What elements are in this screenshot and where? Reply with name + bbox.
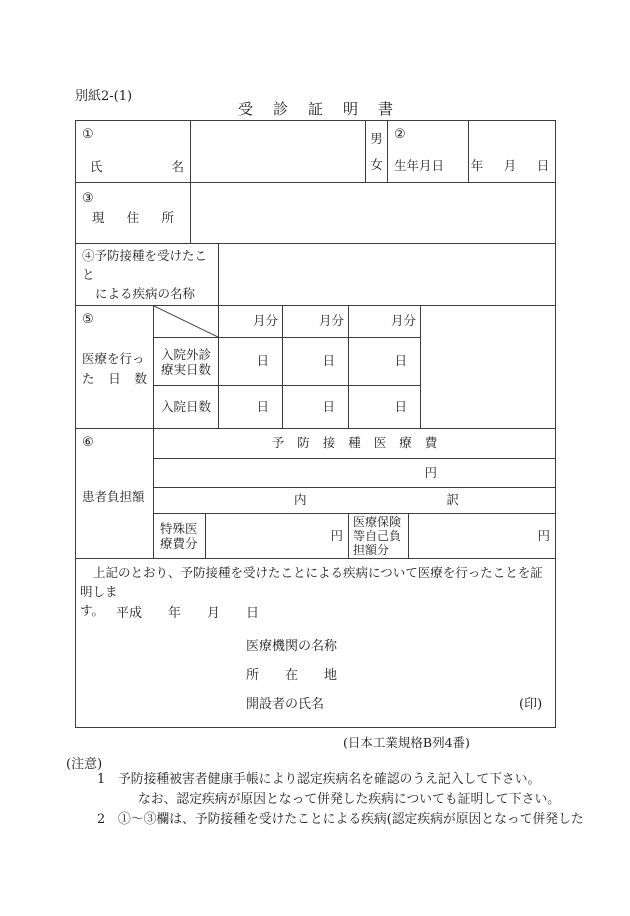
sex-cell	[366, 121, 388, 183]
birth-label: 生年月日	[394, 157, 445, 173]
name-label-cell	[76, 121, 191, 183]
note-2-number: 2	[97, 812, 106, 827]
days-label-cell	[76, 306, 154, 429]
special-medical-label-cell	[154, 514, 206, 559]
disease-label-line1: ④予防接種を受けたこと	[82, 248, 208, 282]
inpatient-days-label-cell: 入院日数	[154, 386, 219, 429]
outpatient-days-m2-cell: 日	[283, 338, 349, 386]
name-label: 氏名	[90, 158, 184, 174]
vaccination-fee-title: 予防接種医療費	[271, 435, 451, 451]
special-medical-amount-cell: 円	[206, 514, 349, 559]
statement-line2: す。	[80, 603, 105, 618]
note-1-line2: なお、認定疾病が原因となって併発した疾病についても証明して下さい。	[138, 792, 561, 807]
insurance-copay-line3: 担額分	[353, 543, 390, 557]
sex-female-label: 女	[370, 157, 383, 172]
certificate-table	[75, 120, 556, 728]
outpatient-label-line1: 入院外診	[160, 346, 211, 362]
jis-standard-note: (日本工業規格B列4番)	[343, 735, 470, 750]
month-header-2: 月分	[283, 306, 349, 338]
note-item-1	[97, 770, 560, 810]
institution-name-label: 医療機関の名称	[246, 639, 338, 654]
insurance-copay-line1: 医療保険	[353, 515, 402, 529]
days-label-line2: た日数	[82, 371, 147, 386]
seal-mark: (印)	[519, 697, 543, 712]
field3-number: ③	[82, 191, 94, 206]
inpatient-days-m2-cell: 日	[283, 386, 349, 429]
insurance-copay-label-cell	[349, 514, 409, 559]
breakdown-header-cell	[154, 488, 555, 514]
field2-number: ②	[394, 127, 406, 142]
vaccination-fee-amount-cell: 円	[154, 459, 555, 488]
address-input-cell	[191, 183, 555, 244]
doc-label: 別紙2-(1)	[75, 89, 133, 104]
note-2-line1: ①～③欄は、予防接種を受けたことによる疾病(認定疾病が原因となって併発した	[118, 812, 584, 827]
notes-title: (注意)	[66, 757, 103, 772]
address-label: 現住所	[92, 210, 174, 225]
days-spare-cell	[421, 306, 555, 429]
disease-label-cell	[76, 244, 219, 306]
field6-number: ⑥	[82, 435, 94, 450]
burden-label-cell	[76, 429, 154, 559]
address-label-cell	[76, 183, 191, 244]
birth-label-cell	[388, 121, 469, 183]
birth-input-cell	[469, 121, 555, 183]
month-header-3: 月分	[349, 306, 421, 338]
breakdown-label: 内訳	[294, 492, 459, 508]
insurance-copay-line2: 等自己負	[353, 529, 402, 543]
inpatient-days-m1-cell: 日	[219, 386, 283, 429]
days-label-line1: 医療を行っ	[82, 351, 145, 366]
note-1-number: 1	[97, 772, 106, 787]
birth-unit-label: 年 月 日	[470, 157, 554, 173]
diagonal-divider-cell	[154, 306, 219, 338]
founder-name-label: 開設者の氏名	[246, 697, 325, 712]
month-header-1: 月分	[219, 306, 283, 338]
sex-male-label: 男	[370, 131, 383, 146]
note-1-line1: 予防接種被害者健康手帳により認定疾病名を確認のうえ記入して下さい。	[118, 772, 541, 787]
name-input-cell	[191, 121, 366, 183]
vaccination-fee-title-cell	[154, 429, 555, 459]
disease-label-line2: による疾病の名称	[95, 286, 196, 301]
date-line: 平成 年 月 日	[116, 606, 260, 621]
outpatient-days-m1-cell: 日	[219, 338, 283, 386]
special-medical-line2: 療費分	[160, 536, 198, 551]
note-item-2	[97, 810, 584, 830]
burden-label: 患者負担額	[82, 489, 145, 504]
statement-line1: 上記のとおり、予防接種を受けたことによる疾病について医療を行ったことを証明しま	[80, 565, 543, 599]
page-title: 受診証明書	[237, 100, 413, 118]
disease-input-cell	[219, 244, 555, 306]
certification-section	[76, 559, 555, 729]
outpatient-label-line2: 療実日数	[160, 361, 211, 377]
inpatient-days-m3-cell: 日	[349, 386, 421, 429]
insurance-copay-amount-cell: 円	[409, 514, 555, 559]
institution-address-label: 所 在 地	[246, 668, 338, 683]
diagonal-line	[154, 306, 218, 337]
field5-number: ⑤	[82, 312, 94, 327]
outpatient-days-label-cell	[154, 338, 219, 386]
special-medical-line1: 特殊医	[160, 521, 198, 536]
field1-number: ①	[82, 127, 94, 142]
outpatient-days-m3-cell: 日	[349, 338, 421, 386]
